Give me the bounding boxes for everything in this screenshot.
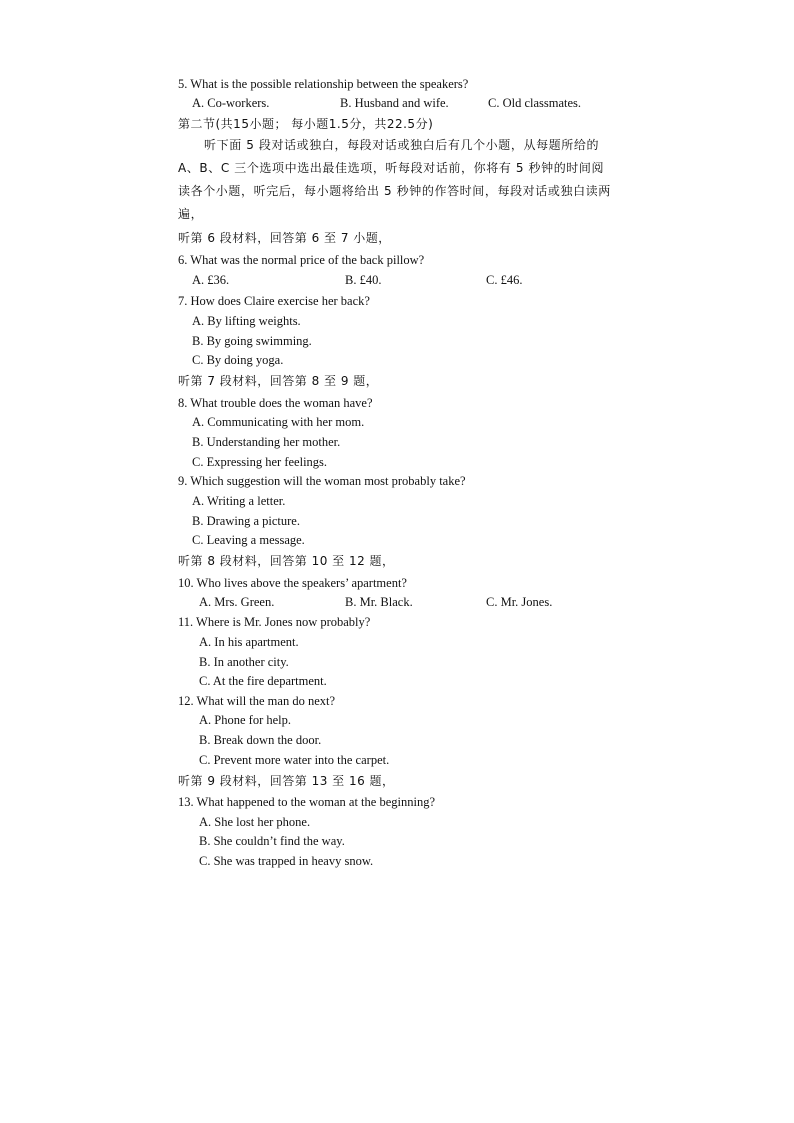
question-13-stem: 13. What happened to the woman at the beginning? [178,795,435,809]
question-9-option-c: C. Leaving a message. [192,533,305,547]
question-9-option-a: A. Writing a letter. [192,494,286,508]
question-6-option-a: A. £36. [192,273,230,287]
question-13-option-a: A. She lost her phone. [199,815,311,829]
question-5-option-a: A. Co-workers. [192,96,270,110]
segment-6-label: 听第 6 段材料，回答第 6 至 7 小题， [178,231,391,245]
question-5-stem: 5. What is the possible relationship between the speakers? [178,77,469,91]
question-13-option-c: C. She was trapped in heavy snow. [199,854,374,868]
question-10-option-c: C. Mr. Jones. [486,595,553,609]
question-6-stem: 6. What was the normal price of the back pillow? [178,253,425,267]
question-8-option-c: C. Expressing her feelings. [192,455,328,469]
question-5-option-b: B. Husband and wife. [340,96,449,110]
segment-7-label: 听第 7 段材料，回答第 8 至 9 题， [178,374,379,388]
question-8-option-b: B. Understanding her mother. [192,435,341,449]
question-11-stem: 11. Where is Mr. Jones now probably? [178,615,371,629]
section-2-instructions: 听下面 5 段对话或独白，每段对话或独白后有几个小题，从每题所给的 A、B、C 三个选项中选出最佳选项，听每段对话前，你将有 5 秒钟的时间阅读各个小题，听完后，每小题将给出 5 秒钟的作答时间，每段对话或独白读两遍， [178,138,611,221]
question-11-option-b: B. In another city. [199,655,289,669]
question-12-option-b: B. Break down the door. [199,733,322,747]
question-9-option-b: B. Drawing a picture. [192,514,300,528]
segment-9-label: 听第 9 段材料，回答第 13 至 16 题， [178,774,395,788]
question-11-option-a: A. In his apartment. [199,635,299,649]
question-10-stem: 10. Who lives above the speakers’ apartment? [178,576,407,590]
question-13-option-b: B. She couldn’t find the way. [199,834,345,848]
question-8-option-a: A. Communicating with her mom. [192,415,365,429]
question-12-option-a: A. Phone for help. [199,713,291,727]
question-7-option-b: B. By going swimming. [192,334,312,348]
question-10-option-a: A. Mrs. Green. [199,595,275,609]
question-7-option-c: C. By doing yoga. [192,353,284,367]
question-10-option-b: B. Mr. Black. [345,595,413,609]
question-7-stem: 7. How does Claire exercise her back? [178,294,370,308]
question-6-option-b: B. £40. [345,273,382,287]
question-11-option-c: C. At the fire department. [199,674,327,688]
segment-8-label: 听第 8 段材料，回答第 10 至 12 题， [178,554,395,568]
question-12-stem: 12. What will the man do next? [178,694,336,708]
question-6-option-c: C. £46. [486,273,523,287]
question-9-stem: 9. Which suggestion will the woman most probably take? [178,474,466,488]
question-5-option-c: C. Old classmates. [488,96,582,110]
question-12-option-c: C. Prevent more water into the carpet. [199,753,390,767]
section-2-header: 第二节(共15小题； 每小题1.5分，共22.5分) [178,117,434,131]
question-7-option-a: A. By lifting weights. [192,314,301,328]
question-8-stem: 8. What trouble does the woman have? [178,396,373,410]
